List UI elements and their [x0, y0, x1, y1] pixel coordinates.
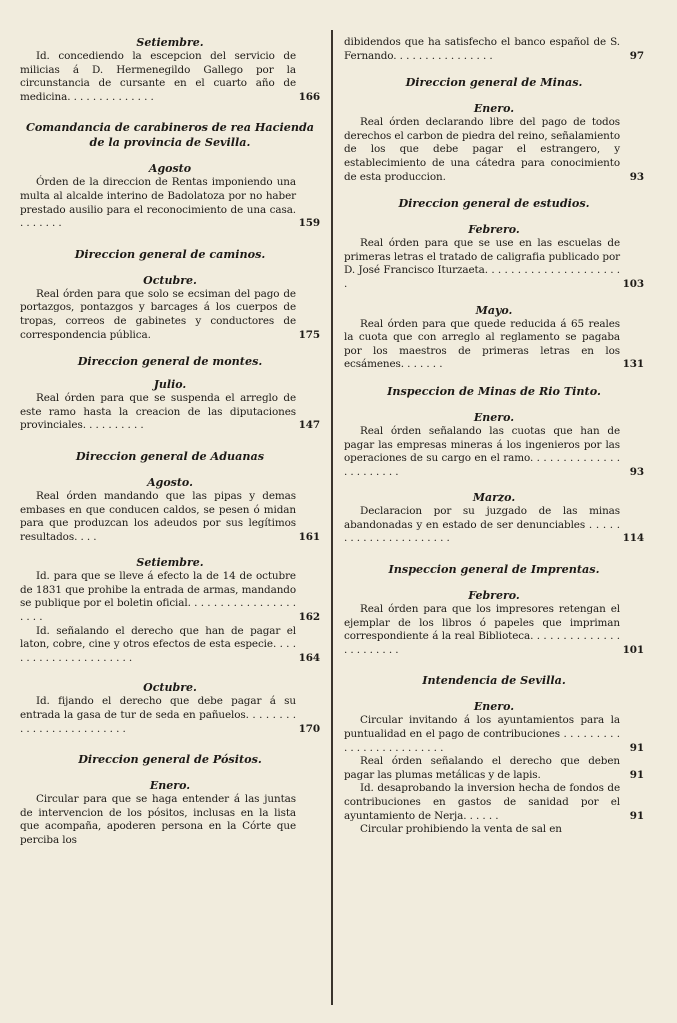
section-heading: Inspeccion de Minas de Rio Tinto. — [387, 383, 601, 398]
index-entry — [344, 714, 644, 755]
entry-text: Órden de la direccion de Rentas imponiendo una multa al alcalde interino de Badolatoza por no haber prestado ausilio para el reconocimiento de una casa. . . . . . . . — [20, 176, 296, 230]
spacer — [20, 262, 320, 274]
page-number: 101 — [622, 643, 644, 656]
page-number: 114 — [622, 532, 644, 545]
month-subheading: Octubre. — [143, 681, 197, 695]
page-number: 93 — [629, 170, 644, 183]
spacer — [20, 665, 320, 681]
month-subheading: Enero. — [473, 102, 515, 116]
month-subheading: Julio. — [153, 378, 187, 392]
page-number: 97 — [629, 49, 644, 62]
spacer — [344, 657, 644, 673]
entry-text: Id. desaprobando la inversion hecha de fondos de contribuciones en gastos de sanidad por el ayuntamiento de Nerja. . . . . . — [344, 782, 620, 822]
spacer — [20, 104, 320, 120]
page-number: 91 — [629, 768, 644, 781]
month-subheading: Febrero. — [468, 589, 520, 603]
spacer — [344, 292, 644, 304]
entry-text: Id. señalando el derecho que han de pagar el laton, cobre, cine y otros efectos de esta especie. . . . . . . . . . . . . . . . . . . . . . — [20, 624, 296, 664]
page-number: 93 — [629, 465, 644, 478]
entry-text: Circular invitando á los ayuntamientos para la puntualidad en el pago de contribuciones . . . . . . . . . . . . . . . . . . . . . . . . . — [344, 714, 620, 754]
page-number: 161 — [298, 530, 320, 543]
month-subheading: Enero. — [149, 779, 191, 793]
index-entry — [344, 318, 644, 372]
month-subheading: Enero. — [473, 700, 515, 714]
index-entry — [20, 695, 320, 736]
page-number: 164 — [298, 651, 320, 664]
index-entry — [20, 625, 320, 666]
entry-text: Real órden para que se use en las escuelas de primeras letras el tratado de caligrafia publicado por D. José Francisco Iturzaeta. . . . . . . . . . . . . . . . . . . . . . — [344, 237, 620, 290]
page-number: 147 — [298, 419, 320, 432]
index-entry — [344, 505, 644, 546]
page-number: 159 — [298, 217, 320, 230]
index-entry — [20, 793, 320, 847]
index-entry — [344, 425, 644, 479]
spacer — [344, 372, 644, 384]
month-subheading: Mayo. — [475, 303, 513, 317]
index-entry — [20, 392, 320, 433]
index-entry — [344, 782, 644, 823]
section-heading: Intendencia de Sevilla. — [422, 673, 566, 688]
spacer — [344, 211, 644, 223]
page-number: 91 — [629, 809, 644, 822]
entry-text: Real órden para que los impresores retengan el ejemplar de los libros ó papeles que impriman correspondiente á la real Biblioteca. . . . . . . . . . . . . . . . . . . . . . . — [344, 603, 620, 656]
spacer — [20, 150, 320, 162]
spacer — [344, 184, 644, 196]
spacer — [344, 546, 644, 562]
spacer — [20, 231, 320, 247]
index-entry — [344, 36, 644, 63]
section-heading: Direccion general de montes. — [77, 354, 263, 369]
spacer — [20, 342, 320, 354]
month-subheading: Setiembre. — [136, 36, 204, 49]
index-entry — [344, 755, 644, 782]
spacer — [20, 767, 320, 779]
spacer — [344, 479, 644, 491]
index-entry — [20, 570, 320, 624]
index-entry — [20, 288, 320, 342]
index-entry — [344, 237, 644, 291]
entry-text: Id. fijando el derecho que debe pagar á su entrada la gasa de tur de seda en pañuelos. . . . . . . . . . . . . . . . . . . . . . . . . — [20, 695, 296, 735]
index-entry — [20, 176, 320, 230]
entry-text: Real órden declarando libre del pago de todos derechos el carbon de piedra del reino, señalamiento de los que debe pagar el estrangero, y establecimiento de una cátedra para conocimiento de esta produccion. — [344, 116, 620, 183]
page-number: 91 — [629, 741, 644, 754]
month-subheading: Octubre. — [143, 273, 197, 287]
entry-text: Circular para que se haga entender á las juntas de intervencion de los pósitos, inclusas en la lista que acompaña, apoderen persona en la Córte que perciba los — [20, 793, 296, 846]
section-heading: Direccion general de Pósitos. — [78, 752, 262, 767]
page-number: 131 — [622, 358, 644, 371]
spacer — [344, 577, 644, 589]
section-heading: Direccion general de caminos. — [74, 246, 266, 261]
section-heading: Comandancia de carabineros de rea Hacienda de la provincia de Sevilla. — [25, 120, 315, 150]
section-heading: Inspeccion general de Imprentas. — [388, 562, 600, 577]
entry-text: dibidendos que ha satisfecho el banco español de S. Fernando. . . . . . . . . . . . . . . . — [344, 36, 620, 62]
index-entry — [344, 823, 644, 837]
month-subheading: Febrero. — [468, 223, 520, 237]
month-subheading: Agosto. — [147, 475, 193, 489]
entry-text: Real órden para que se suspenda el arreglo de este ramo hasta la creacion de las diputaciones provinciales. . . . . . . . . . — [20, 392, 296, 432]
entry-text: Real órden mandando que las pipas y demas embases en que conducen caldos, se pesen ó midan para que produzcan los adeudos por sus legítimos resultados. . . . — [20, 489, 296, 543]
index-entry — [20, 490, 320, 544]
section-heading: Direccion general de Aduanas — [75, 448, 265, 463]
entry-text: Id. concediendo la escepcion del servicio de milicias á D. Hermenegildo Gallego por la circunstancia de cursante en el cuarto año de medicina. . . . . . . . . . . . . . — [20, 50, 296, 103]
column-divider — [331, 30, 333, 1005]
entry-text: Real órden señalando el derecho que deben pagar las plumas metálicas y de lapis. — [344, 755, 620, 781]
month-subheading: Enero. — [473, 410, 515, 424]
page-number: 166 — [298, 90, 320, 103]
spacer — [20, 464, 320, 476]
entry-text: Id. para que se lleve á efecto la de 14 de octubre de 1831 que prohibe la entrada de armas, mandando se publique por el boletin oficial. . . . . . . . . . . . . . . . . . . . . — [20, 570, 296, 624]
spacer — [20, 433, 320, 449]
month-subheading: Agosto — [148, 162, 192, 176]
right-column — [344, 36, 644, 837]
spacer — [344, 399, 644, 411]
spacer — [344, 63, 644, 75]
entry-text: Real órden para que solo se ecsiman del pago de portazgos, pontazgos y barcages á los cuerpos de tropas, correos de gabinetes y conductores de correspondencia pública. — [20, 287, 296, 341]
spacer — [344, 90, 644, 102]
entry-text: Real órden para que quede reducida á 65 reales la cuota que con arreglo al reglamento se pagaba por los maestros de primeras letras en los ecsámenes. . . . . . . — [344, 317, 620, 371]
page-number: 103 — [622, 277, 644, 290]
left-column — [20, 36, 320, 848]
page-number: 170 — [298, 722, 320, 735]
section-heading: Direccion general de Minas. — [405, 75, 583, 90]
entry-text: Circular prohibiendo la venta de sal en — [360, 823, 562, 836]
index-entry — [20, 50, 320, 104]
page-number: 162 — [298, 611, 320, 624]
entry-text: Declaracion por su juzgado de las minas abandonadas y en estado de ser denunciables . . . . . . . . . . . . . . . . . . . . . . — [344, 505, 620, 545]
spacer — [20, 544, 320, 556]
index-entry — [344, 603, 644, 657]
section-heading: Direccion general de estudios. — [398, 196, 590, 211]
page-number: 175 — [298, 328, 320, 341]
entry-text: Real órden señalando las cuotas que han de pagar las empresas mineras á los ingenieros por las operaciones de su cargo en el ramo. . . . . . . . . . . . . . . . . . . . . . . — [344, 424, 620, 478]
month-subheading: Setiembre. — [136, 556, 204, 570]
spacer — [20, 369, 320, 378]
index-entry — [344, 116, 644, 184]
spacer — [344, 688, 644, 700]
spacer — [20, 736, 320, 752]
month-subheading: Marzo. — [472, 491, 516, 505]
